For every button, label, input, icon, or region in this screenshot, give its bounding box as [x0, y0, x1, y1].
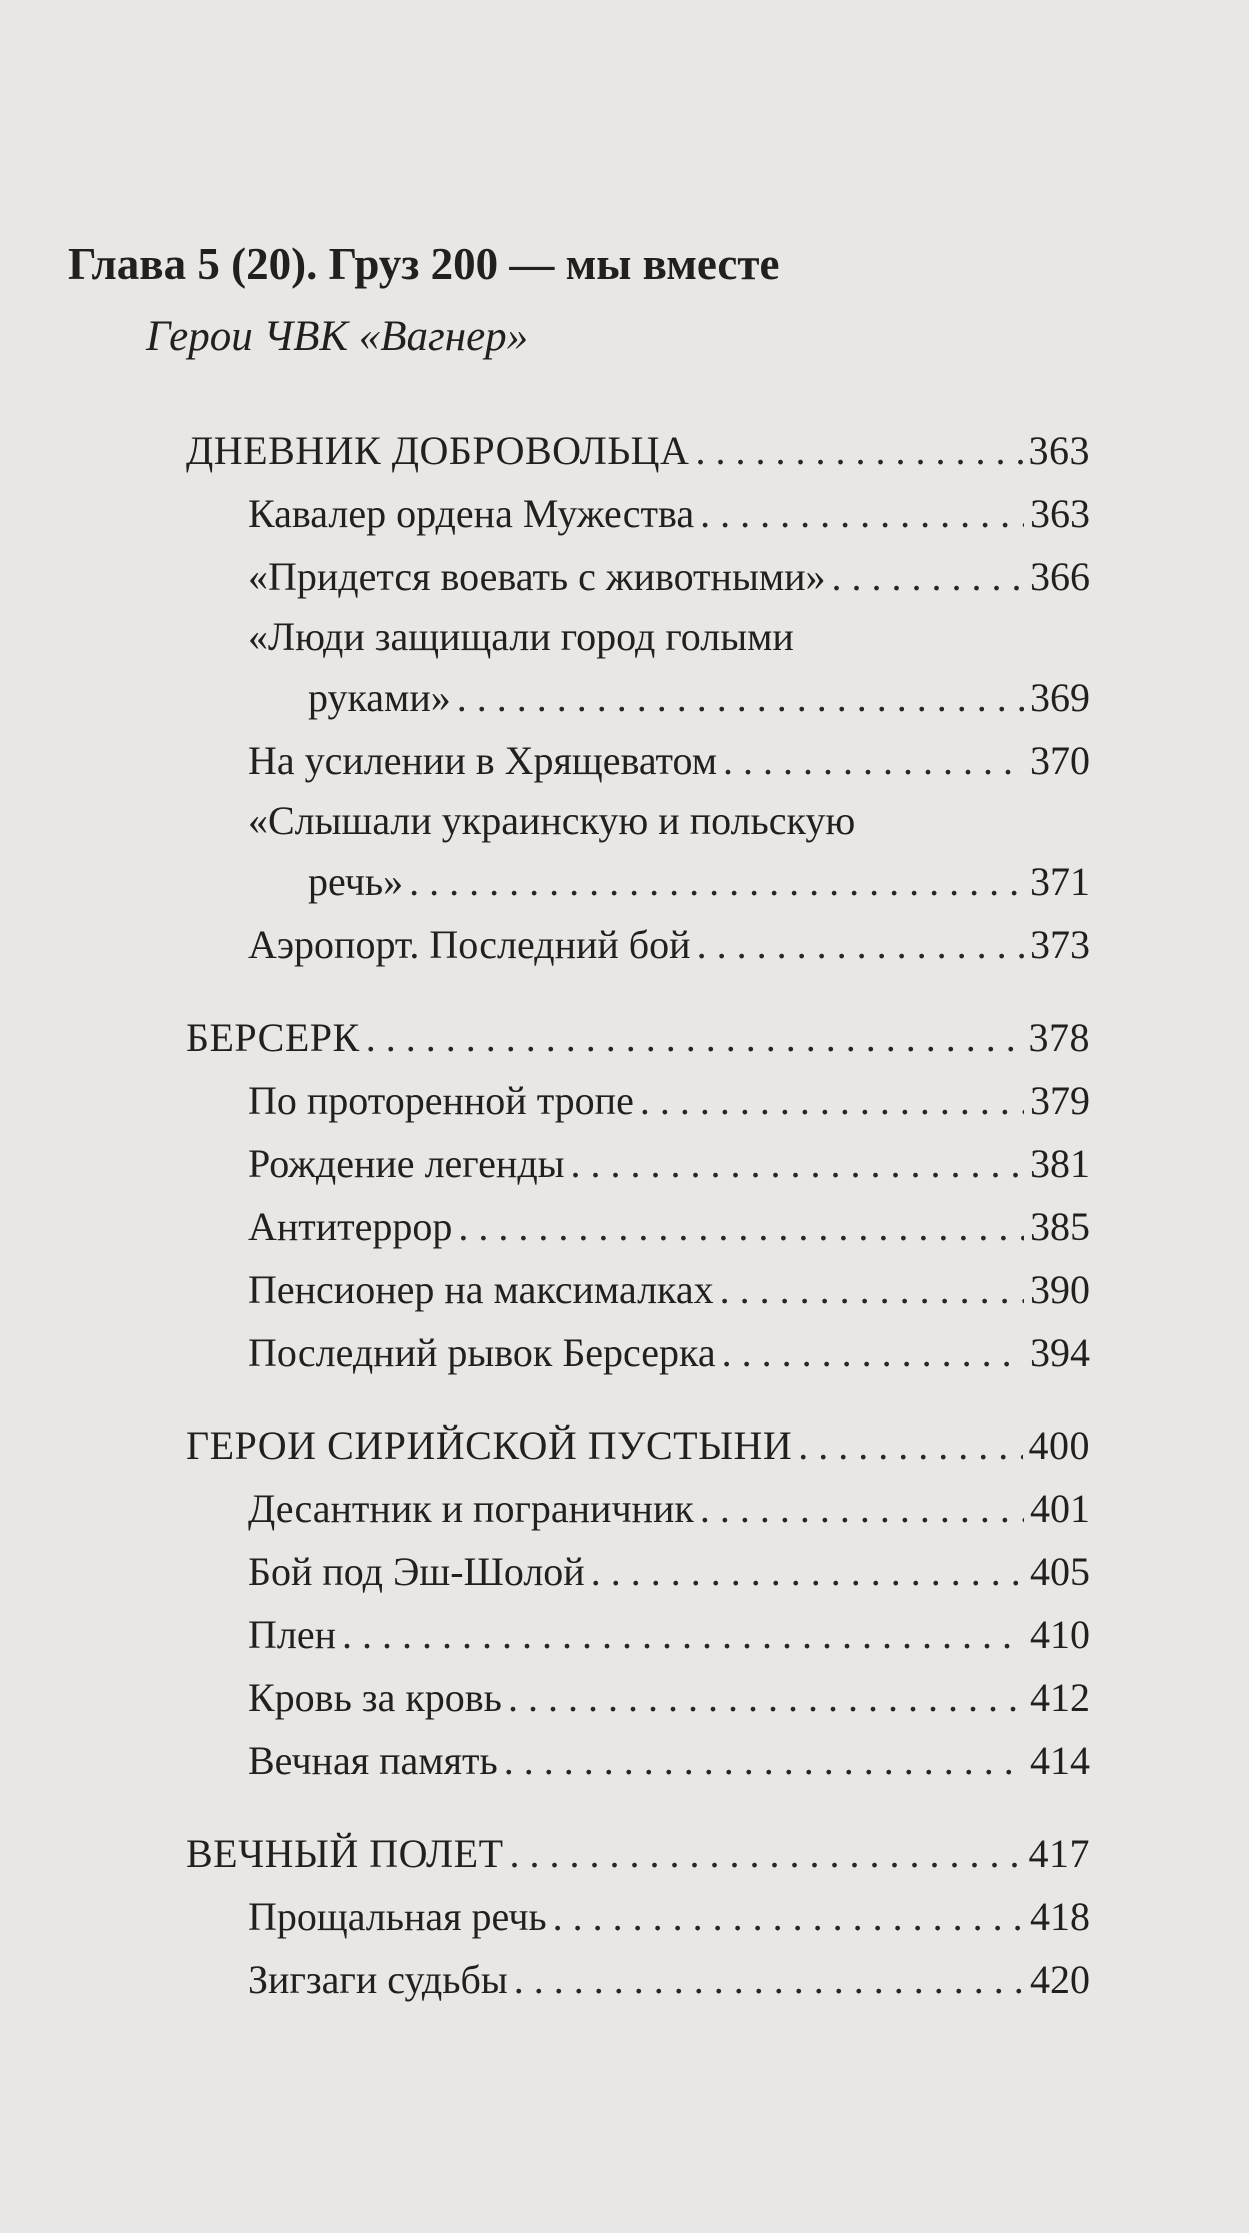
toc-entry [248, 1603, 1090, 1666]
entry-page-number: 370 [1030, 738, 1090, 783]
entry-page-number: 363 [1030, 491, 1090, 536]
entry-line [248, 545, 1090, 608]
entry-page-number: 394 [1030, 1330, 1090, 1375]
dot-leader [695, 419, 1022, 482]
section-heading [186, 1822, 1090, 1885]
dot-leader [571, 1132, 1024, 1195]
entry-title: руками» [308, 675, 451, 720]
entry-line [308, 850, 1090, 913]
entry-line [248, 1540, 1090, 1603]
entry-title: Рождение легенды [248, 1141, 565, 1186]
toc-entry [248, 729, 1090, 792]
dot-leader [640, 1069, 1024, 1132]
entry-line [248, 729, 1090, 792]
dot-leader [700, 1477, 1024, 1540]
chapter-title: Глава 5 (20). Груз 200 — мы вместе [68, 239, 780, 289]
entry-title: На усилении в Хрящеватом [248, 738, 718, 783]
toc-section [186, 1822, 1090, 2011]
entry-line [248, 1321, 1090, 1384]
entry-title-line: «Слышали украинскую и польскую [248, 798, 856, 843]
section-heading [186, 1414, 1090, 1477]
entry-title: По проторенной тропе [248, 1078, 634, 1123]
toc-entry [248, 792, 1090, 913]
entry-line [248, 1885, 1090, 1948]
toc-entry [248, 1666, 1090, 1729]
entry-page-number: 371 [1030, 859, 1090, 904]
toc-entry [248, 545, 1090, 608]
toc-section [186, 1006, 1090, 1384]
entry-title: «Придется воевать с животными» [248, 554, 826, 599]
entry-title: Вечная память [248, 1738, 498, 1783]
toc-section [186, 419, 1090, 976]
entry-page-number: 381 [1030, 1141, 1090, 1186]
entry-page-number: 366 [1030, 554, 1090, 599]
toc-entry [248, 1948, 1090, 2011]
entry-page-number: 420 [1030, 1957, 1090, 2002]
entry-line [248, 1477, 1090, 1540]
dot-leader [366, 1006, 1023, 1069]
toc-entry [248, 1195, 1090, 1258]
dot-leader [553, 1885, 1024, 1948]
section-page-number: 417 [1028, 1831, 1090, 1876]
section-page-number: 378 [1028, 1015, 1090, 1060]
section-heading [186, 1006, 1090, 1069]
entry-title: Кавалер ордена Мужества [248, 491, 695, 536]
entry-title-line: «Люди защищали город голыми [248, 614, 794, 659]
entry-page-number: 379 [1030, 1078, 1090, 1123]
dot-leader [510, 1822, 1023, 1885]
dot-leader [591, 1540, 1024, 1603]
section-page-number: 363 [1028, 428, 1090, 473]
dot-leader [697, 913, 1024, 976]
entry-title: Аэропорт. Последний бой [248, 922, 691, 967]
toc-section [186, 1414, 1090, 1792]
dot-leader [720, 1258, 1024, 1321]
entry-page-number: 401 [1030, 1486, 1090, 1531]
dot-leader [458, 1195, 1024, 1258]
dot-leader [832, 545, 1024, 608]
entry-page-number: 385 [1030, 1204, 1090, 1249]
toc-entry [248, 1540, 1090, 1603]
section-title: ВЕЧНЫЙ ПОЛЕТ [186, 1831, 504, 1876]
entry-page-number: 414 [1030, 1738, 1090, 1783]
entry-line [248, 1603, 1090, 1666]
dot-leader [798, 1414, 1022, 1477]
dot-leader [700, 482, 1024, 545]
entry-line [248, 1666, 1090, 1729]
toc-entry [248, 1477, 1090, 1540]
entry-title: Антитеррор [248, 1204, 453, 1249]
entry-title: Зигзаги судьбы [248, 1957, 508, 2002]
entry-page-number: 405 [1030, 1549, 1090, 1594]
entry-page-number: 418 [1030, 1894, 1090, 1939]
chapter-subtitle: Герои ЧВК «Вагнер» [146, 313, 529, 360]
entry-title: Пенсионер на максималках [248, 1267, 714, 1312]
toc-entry [248, 1729, 1090, 1792]
entry-page-number: 410 [1030, 1612, 1090, 1657]
entry-page-number: 373 [1030, 922, 1090, 967]
dot-leader [508, 1666, 1024, 1729]
dot-leader [723, 729, 1024, 792]
dot-leader [342, 1603, 1024, 1666]
toc-entry [248, 913, 1090, 976]
entry-title: Прощальная речь [248, 1894, 547, 1939]
toc-entry [248, 1258, 1090, 1321]
toc-entry [248, 1885, 1090, 1948]
section-heading [186, 419, 1090, 482]
entry-line [248, 1729, 1090, 1792]
entry-page-number: 390 [1030, 1267, 1090, 1312]
toc-entry [248, 608, 1090, 729]
section-title: ДНЕВНИК ДОБРОВОЛЬЦА [186, 428, 690, 473]
toc-entry [248, 1069, 1090, 1132]
entry-line [248, 482, 1090, 545]
entry-title: Десантник и пограничник [248, 1486, 694, 1531]
entry-line [248, 1195, 1090, 1258]
dot-leader [722, 1321, 1024, 1384]
entry-line [248, 1948, 1090, 2011]
toc-entry [248, 1321, 1090, 1384]
entry-title: Бой под Эш-Шолой [248, 1549, 585, 1594]
entry-line [248, 1258, 1090, 1321]
entry-title: речь» [308, 859, 404, 904]
entry-line [248, 1069, 1090, 1132]
entry-title: Плен [248, 1612, 337, 1657]
toc-entry [248, 482, 1090, 545]
dot-leader [457, 666, 1024, 729]
entry-page-number: 412 [1030, 1675, 1090, 1720]
entry-page-number: 369 [1030, 675, 1090, 720]
dot-leader [514, 1948, 1024, 2011]
toc-entry [248, 1132, 1090, 1195]
section-title: ГЕРОИ СИРИЙСКОЙ ПУСТЫНИ [186, 1423, 793, 1468]
table-of-contents [186, 419, 1090, 2041]
entry-line [308, 666, 1090, 729]
dot-leader [504, 1729, 1024, 1792]
entry-title: Последний рывок Берсерка [248, 1330, 716, 1375]
entry-line [248, 1132, 1090, 1195]
entry-line [248, 913, 1090, 976]
entry-title: Кровь за кровь [248, 1675, 502, 1720]
dot-leader [409, 850, 1024, 913]
section-title: БЕРСЕРК [186, 1015, 360, 1060]
section-page-number: 400 [1028, 1423, 1090, 1468]
